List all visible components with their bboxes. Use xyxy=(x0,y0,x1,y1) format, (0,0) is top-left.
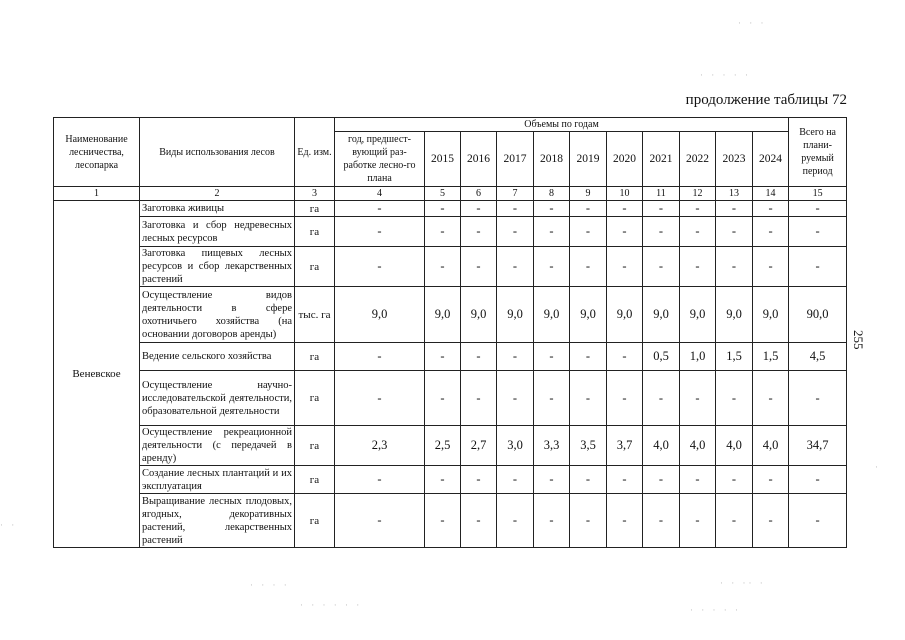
year-value-cell: - xyxy=(753,217,789,247)
scan-noise: · · · · · xyxy=(700,70,751,80)
column-number: 2 xyxy=(140,187,295,201)
header-year: 2018 xyxy=(534,132,570,187)
column-number: 12 xyxy=(680,187,716,201)
year-value-cell: 9,0 xyxy=(680,287,716,343)
table-row xyxy=(54,287,847,343)
year-value-cell: - xyxy=(425,466,461,494)
year-value-cell: - xyxy=(425,494,461,548)
scan-noise: · · ·· · xyxy=(720,578,766,588)
header-year: 2015 xyxy=(425,132,461,187)
year-value-cell: - xyxy=(425,247,461,287)
total-cell: - xyxy=(789,247,847,287)
header-year: 2021 xyxy=(643,132,680,187)
scan-noise: · · · · · · xyxy=(300,600,363,610)
year-value-cell: 4,0 xyxy=(680,426,716,466)
prior-year-cell: - xyxy=(335,247,425,287)
year-value-cell: - xyxy=(461,201,497,217)
year-value-cell: - xyxy=(461,247,497,287)
total-cell: - xyxy=(789,201,847,217)
year-value-cell: - xyxy=(497,371,534,426)
header-unit: Ед. изм. xyxy=(295,118,335,187)
year-value-cell: 9,0 xyxy=(534,287,570,343)
header-year: 2022 xyxy=(680,132,716,187)
year-value-cell: - xyxy=(461,466,497,494)
column-number: 6 xyxy=(461,187,497,201)
use-type-cell: Заготовка и сбор недревесных лесных ресурсов xyxy=(140,217,295,247)
total-cell: - xyxy=(789,494,847,548)
year-value-cell: 0,5 xyxy=(643,343,680,371)
scan-noise: · xyxy=(875,462,881,472)
scan-noise: · · · · · xyxy=(690,605,741,615)
year-value-cell: 4,0 xyxy=(753,426,789,466)
year-value-cell: - xyxy=(570,247,607,287)
year-value-cell: - xyxy=(534,466,570,494)
header-forestry: Наименование лесничества, лесопарка xyxy=(54,118,140,187)
header-year: 2024 xyxy=(753,132,789,187)
use-type-cell: Заготовка пищевых лесных ресурсов и сбор лекарственных растений xyxy=(140,247,295,287)
use-type-cell: Осуществление рекреационной деятельности (с передачей в аренду) xyxy=(140,426,295,466)
year-value-cell: - xyxy=(753,201,789,217)
column-number: 13 xyxy=(716,187,753,201)
year-value-cell: - xyxy=(643,466,680,494)
total-cell: - xyxy=(789,217,847,247)
year-value-cell: - xyxy=(680,247,716,287)
year-value-cell: - xyxy=(753,494,789,548)
year-value-cell: - xyxy=(753,247,789,287)
header-volumes: Объемы по годам xyxy=(335,118,789,132)
table-row xyxy=(54,466,847,494)
column-number: 14 xyxy=(753,187,789,201)
table-row xyxy=(54,426,847,466)
year-value-cell: 3,7 xyxy=(607,426,643,466)
year-value-cell: - xyxy=(425,371,461,426)
total-cell: - xyxy=(789,466,847,494)
prior-year-cell: - xyxy=(335,217,425,247)
header-use: Виды использования лесов xyxy=(140,118,295,187)
year-value-cell: - xyxy=(716,217,753,247)
year-value-cell: 3,3 xyxy=(534,426,570,466)
year-value-cell: - xyxy=(461,494,497,548)
year-value-cell: - xyxy=(607,217,643,247)
year-value-cell: - xyxy=(643,371,680,426)
year-value-cell: - xyxy=(497,466,534,494)
table-row xyxy=(54,201,847,217)
header-year: 2016 xyxy=(461,132,497,187)
year-value-cell: - xyxy=(607,494,643,548)
unit-cell: га xyxy=(295,466,335,494)
year-value-cell: 9,0 xyxy=(716,287,753,343)
prior-year-cell: - xyxy=(335,343,425,371)
year-value-cell: - xyxy=(534,343,570,371)
header-year: 2023 xyxy=(716,132,753,187)
year-value-cell: - xyxy=(680,494,716,548)
year-value-cell: - xyxy=(425,201,461,217)
year-value-cell: - xyxy=(643,247,680,287)
year-value-cell: - xyxy=(716,201,753,217)
year-value-cell: - xyxy=(716,494,753,548)
year-value-cell: - xyxy=(570,371,607,426)
year-value-cell: - xyxy=(607,343,643,371)
year-value-cell: 9,0 xyxy=(570,287,607,343)
year-value-cell: - xyxy=(570,217,607,247)
year-value-cell: - xyxy=(753,371,789,426)
total-cell: 4,5 xyxy=(789,343,847,371)
prior-year-cell: - xyxy=(335,371,425,426)
column-number: 5 xyxy=(425,187,461,201)
year-value-cell: 4,0 xyxy=(643,426,680,466)
year-value-cell: 9,0 xyxy=(607,287,643,343)
prior-year-cell: - xyxy=(335,494,425,548)
column-number: 7 xyxy=(497,187,534,201)
year-value-cell: - xyxy=(570,494,607,548)
header-year: 2020 xyxy=(607,132,643,187)
year-value-cell: - xyxy=(570,466,607,494)
unit-cell: га xyxy=(295,217,335,247)
year-value-cell: - xyxy=(461,371,497,426)
table-caption: продолжение таблицы 72 xyxy=(685,92,847,108)
year-value-cell: 9,0 xyxy=(425,287,461,343)
table-row xyxy=(54,343,847,371)
year-value-cell: - xyxy=(643,217,680,247)
use-type-cell: Осуществление научно-исследовательской деятельности, образовательной деятельности xyxy=(140,371,295,426)
forest-use-table xyxy=(53,117,847,548)
year-value-cell: 1,5 xyxy=(716,343,753,371)
year-value-cell: - xyxy=(497,343,534,371)
year-value-cell: 1,5 xyxy=(753,343,789,371)
column-number: 1 xyxy=(54,187,140,201)
year-value-cell: - xyxy=(425,217,461,247)
column-number: 3 xyxy=(295,187,335,201)
unit-cell: га xyxy=(295,494,335,548)
year-value-cell: - xyxy=(643,201,680,217)
header-year: 2019 xyxy=(570,132,607,187)
year-value-cell: - xyxy=(716,466,753,494)
year-value-cell: - xyxy=(497,201,534,217)
year-value-cell: - xyxy=(607,466,643,494)
column-number: 10 xyxy=(607,187,643,201)
year-value-cell: 1,0 xyxy=(680,343,716,371)
year-value-cell: - xyxy=(680,217,716,247)
year-value-cell: - xyxy=(497,494,534,548)
year-value-cell: - xyxy=(643,494,680,548)
year-value-cell: - xyxy=(680,201,716,217)
table-row xyxy=(54,217,847,247)
year-value-cell: - xyxy=(753,466,789,494)
year-value-cell: 3,0 xyxy=(497,426,534,466)
use-type-cell: Заготовка живицы xyxy=(140,201,295,217)
year-value-cell: - xyxy=(534,494,570,548)
year-value-cell: - xyxy=(461,343,497,371)
table-row xyxy=(54,371,847,426)
header-total: Всего на плани-руемый период xyxy=(789,118,847,187)
header-year: 2017 xyxy=(497,132,534,187)
year-value-cell: - xyxy=(534,247,570,287)
scan-noise: · · xyxy=(0,520,18,530)
unit-cell: га xyxy=(295,426,335,466)
column-number: 8 xyxy=(534,187,570,201)
year-value-cell: - xyxy=(607,371,643,426)
year-value-cell: - xyxy=(425,343,461,371)
year-value-cell: 2,5 xyxy=(425,426,461,466)
year-value-cell: 2,7 xyxy=(461,426,497,466)
year-value-cell: - xyxy=(680,371,716,426)
column-number: 9 xyxy=(570,187,607,201)
table-row xyxy=(54,247,847,287)
prior-year-cell: 9,0 xyxy=(335,287,425,343)
unit-cell: тыс. га xyxy=(295,287,335,343)
year-value-cell: - xyxy=(607,247,643,287)
page-number: 255 xyxy=(851,330,866,350)
scan-noise: · · · xyxy=(738,18,767,28)
column-number: 11 xyxy=(643,187,680,201)
table-row xyxy=(54,494,847,548)
prior-year-cell: 2,3 xyxy=(335,426,425,466)
unit-cell: га xyxy=(295,371,335,426)
header-prior-year: год, предшест-вующий раз-работке лесно-го плана xyxy=(335,132,425,187)
total-cell: 34,7 xyxy=(789,426,847,466)
total-cell: 90,0 xyxy=(789,287,847,343)
year-value-cell: - xyxy=(534,371,570,426)
prior-year-cell: - xyxy=(335,201,425,217)
year-value-cell: 9,0 xyxy=(643,287,680,343)
year-value-cell: - xyxy=(570,201,607,217)
use-type-cell: Создание лесных плантаций и их эксплуатация xyxy=(140,466,295,494)
year-value-cell: - xyxy=(716,371,753,426)
use-type-cell: Осуществление видов деятельности в сфере охотничьего хозяйства (на основании договоров аренды) xyxy=(140,287,295,343)
year-value-cell: 9,0 xyxy=(497,287,534,343)
year-value-cell: 3,5 xyxy=(570,426,607,466)
prior-year-cell: - xyxy=(335,466,425,494)
year-value-cell: - xyxy=(607,201,643,217)
year-value-cell: - xyxy=(680,466,716,494)
year-value-cell: - xyxy=(497,217,534,247)
year-value-cell: - xyxy=(570,343,607,371)
year-value-cell: 4,0 xyxy=(716,426,753,466)
unit-cell: га xyxy=(295,247,335,287)
use-type-cell: Ведение сельского хозяйства xyxy=(140,343,295,371)
unit-cell: га xyxy=(295,343,335,371)
total-cell: - xyxy=(789,371,847,426)
year-value-cell: - xyxy=(534,201,570,217)
unit-cell: га xyxy=(295,201,335,217)
year-value-cell: - xyxy=(461,217,497,247)
forestry-name: Веневское xyxy=(54,201,140,548)
use-type-cell: Выращивание лесных плодовых, ягодных, декоративных растений, лекарственных растений xyxy=(140,494,295,548)
column-number: 4 xyxy=(335,187,425,201)
scan-noise: · · · · xyxy=(250,580,290,590)
column-number: 15 xyxy=(789,187,847,201)
year-value-cell: - xyxy=(497,247,534,287)
year-value-cell: 9,0 xyxy=(461,287,497,343)
year-value-cell: - xyxy=(716,247,753,287)
year-value-cell: 9,0 xyxy=(753,287,789,343)
year-value-cell: - xyxy=(534,217,570,247)
